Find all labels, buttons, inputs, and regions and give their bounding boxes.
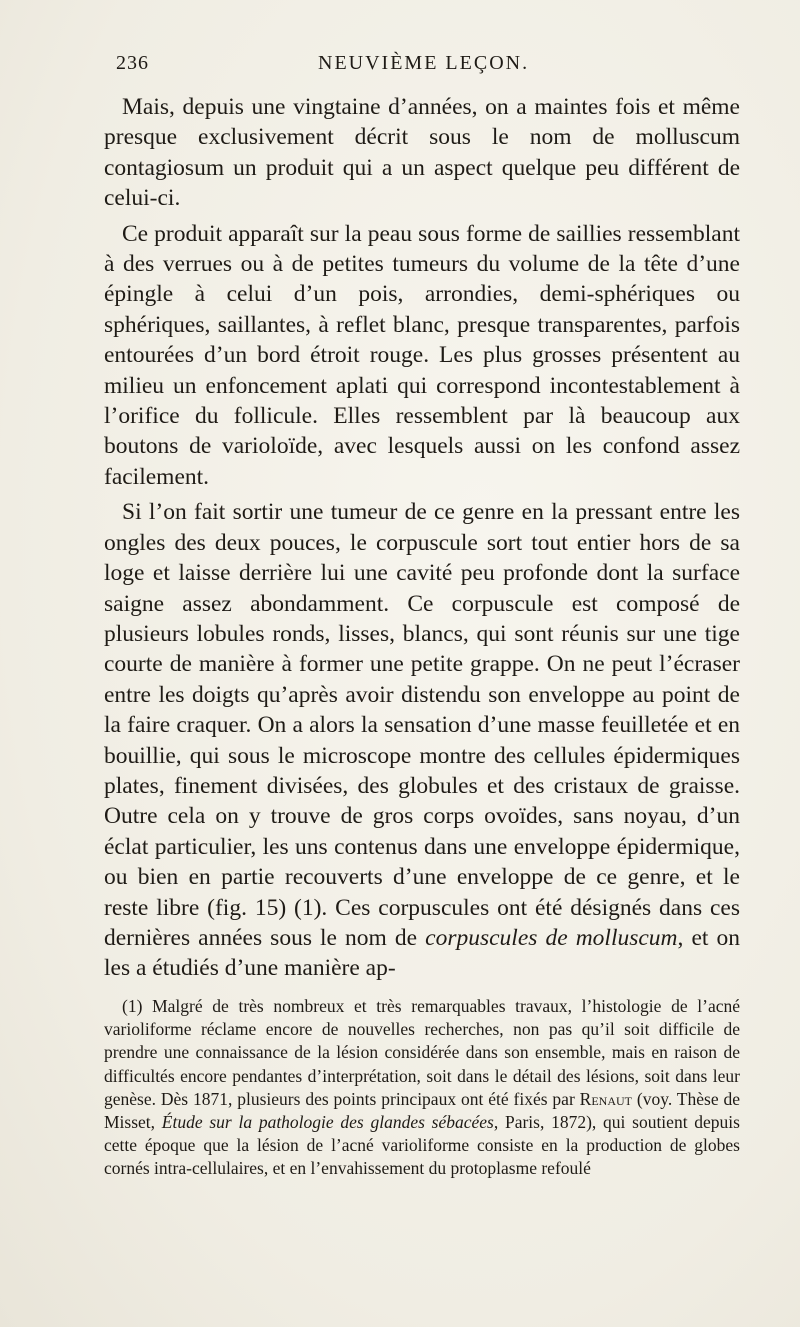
footnote bbox=[104, 995, 740, 1181]
running-title: NEUVIÈME LEÇON. bbox=[318, 52, 530, 74]
footnote-part: (voy. Thèse de Misset, bbox=[104, 1088, 740, 1133]
italic-term: corpuscules de molluscum bbox=[425, 924, 678, 951]
paragraph: Mais, depuis une vingtaine d’années, on a maintes fois et même presque exclusivement décrit sous le nom de molluscum contagiosum un produit qui a un aspect quelque peu différent de celui-ci. bbox=[104, 94, 740, 212]
page-number: 236 bbox=[116, 52, 149, 74]
paragraph-text: , et on les a étudiés d’une manière ap- bbox=[104, 924, 740, 982]
footnote-part: , Paris, 1872), qui soutient depuis cette époque que la lésion de l’acné varioliforme consiste en la production de globes cornés intra-cellulaires, et en l’envahissement du protoplasme refoulé bbox=[104, 1112, 740, 1179]
paragraph-text: Si l’on fait sortir une tumeur de ce genre en la pressant entre les ongles des deux pouces, le corpuscule sort tout entier hors de sa loge et laisse derrière lui une cavité peu profonde dont la surface saigne assez abondamment. Ce corpuscule est composé de plusieurs lobules ronds, lisses, blancs, qui sont réunis sur une tige courte de manière à former une petite grappe. On ne peut l’écraser entre les doigts qu’après avoir distendu son enveloppe au point de la faire craquer. On a alors la sensation d’une masse feuilletée et en bouillie, qui sous le microscope montre des cellules épidermiques plates, finement divisées, des globules et des cristaux de graisse. Outre cela on y trouve de gros corps ovoïdes, sans noyau, d’un éclat particulier, les uns contenus dans une enveloppe épidermique, ou bien en partie recouverts d’une enveloppe de ce genre, et le reste libre (fig. 15) (1). Ces corpuscules ont été désignés dans ces dernières années sous le nom de bbox=[104, 499, 740, 951]
page-header bbox=[116, 52, 740, 80]
paragraph bbox=[104, 497, 740, 984]
footnote-author: Renaut bbox=[579, 1088, 633, 1109]
paragraph: Ce produit apparaît sur la peau sous forme de saillies ressemblant à des verrues ou à de petites tumeurs du volume de la tête d’une épingle à celui d’un pois, arrondies, demi-sphériques ou sphériques, saillantes, à reflet blanc, presque transparentes, parfois entourées d’un bord étroit rouge. Les plus grosses présentent au milieu un enfoncement aplati qui correspond incontestablement à l’orifice du follicule. Elles ressemblent par là beaucoup aux boutons de varioloïde, avec lesquels aussi on les confond assez facilement. bbox=[104, 220, 740, 490]
footnote-part: (1) Malgré de très nombreux et très remarquables travaux, l’histologie de l’acné varioliforme réclame encore de nouvelles recherches, non pas qu’il soit difficile de prendre une connaissance de la lésion considérée dans son ensemble, mais en raison de difficultés encore pendantes d’interprétation, soit dans le détail des lésions, soit dans leur genèse. Dès 1871, plusieurs des points principaux ont été fixés par bbox=[104, 996, 740, 1109]
footnote-text bbox=[104, 995, 740, 1181]
footnote-title: Étude sur la pathologie des glandes sébacées bbox=[161, 1112, 494, 1133]
main-text bbox=[104, 92, 740, 984]
